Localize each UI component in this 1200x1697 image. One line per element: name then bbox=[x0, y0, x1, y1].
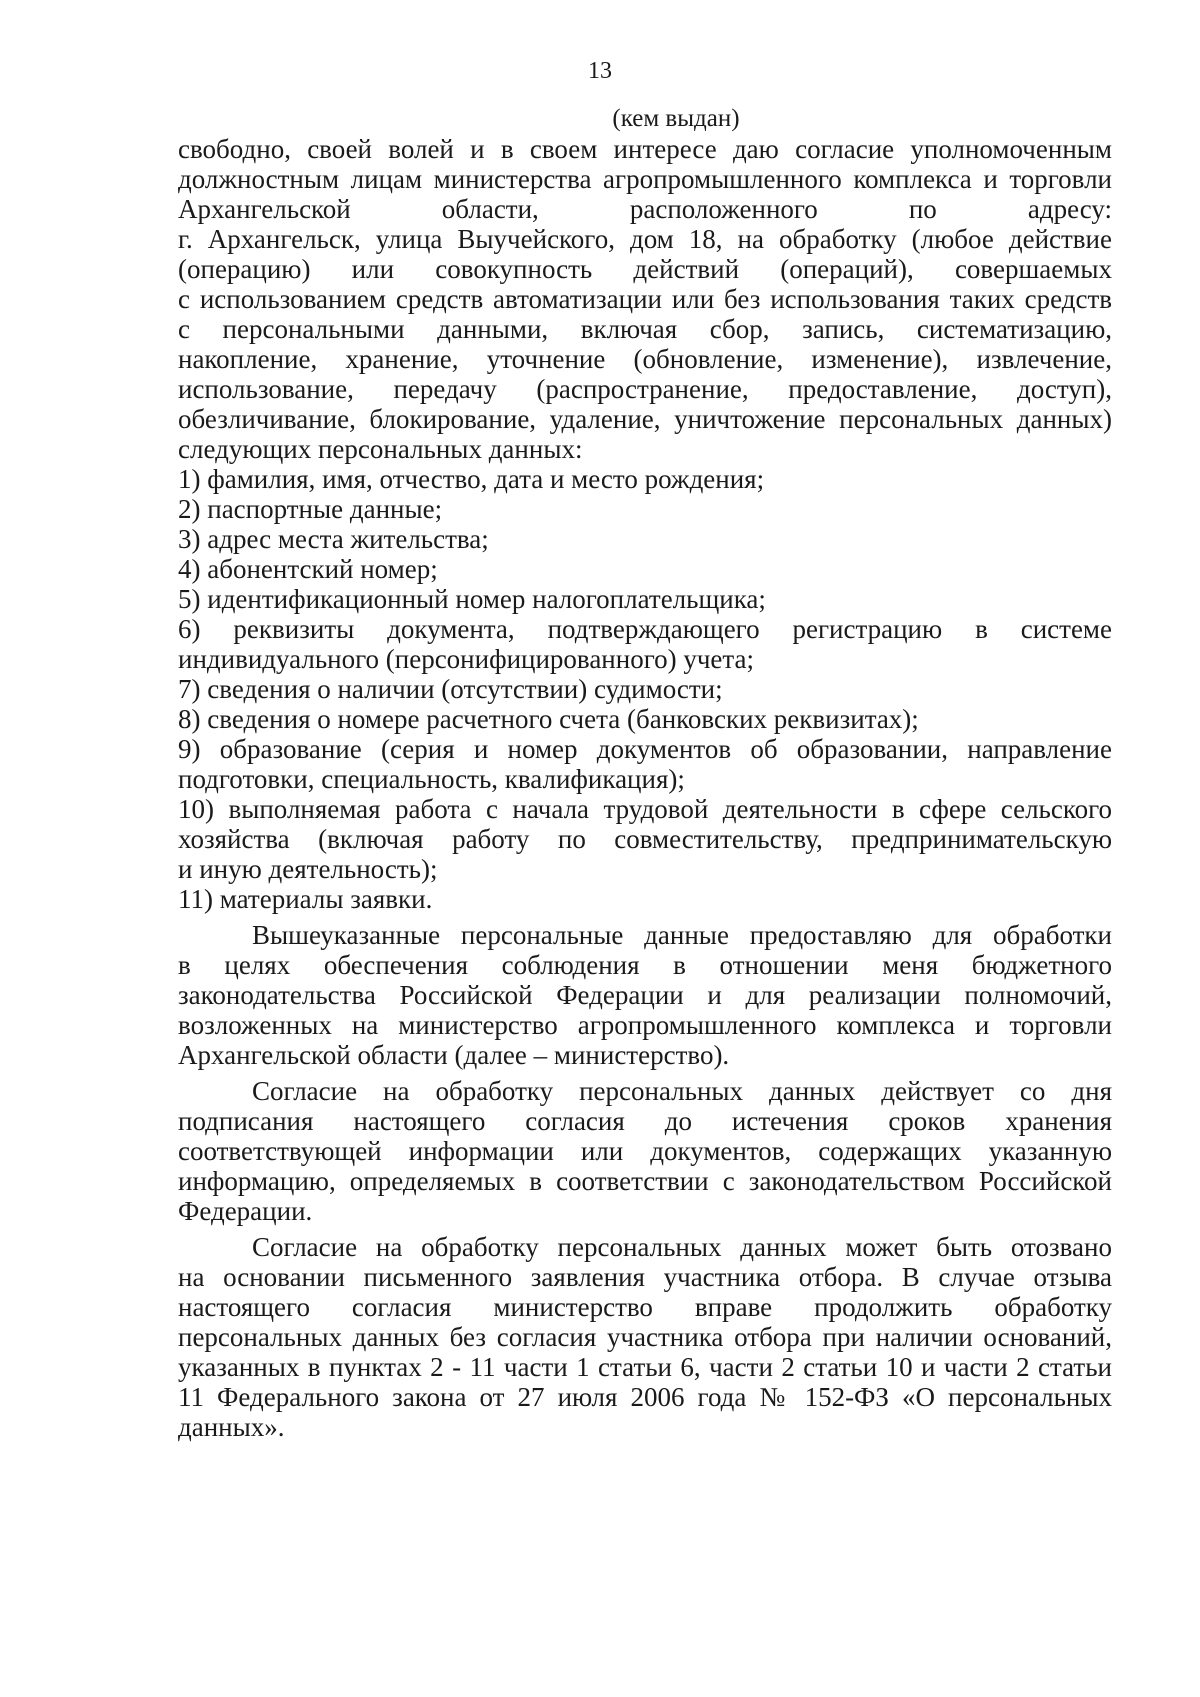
text-line: Согласие на обработку персональных данных действует со дня bbox=[252, 1076, 1112, 1106]
text-line: должностным лицам министерства агропромышленного комплекса и торговли bbox=[178, 164, 1112, 194]
text-line: информацию, определяемых в соответствии с законодательством Российской bbox=[178, 1166, 1112, 1196]
list-item-continued: и иную деятельность); bbox=[178, 854, 438, 884]
paragraph-withdrawal bbox=[178, 1232, 1112, 1442]
text-line: указанных в пунктах 2 - 11 части 1 статьи 6, части 2 статьи 10 и части 2 статьи bbox=[178, 1352, 1112, 1382]
text-line: обезличивание, блокирование, удаление, уничтожение персональных данных) bbox=[178, 404, 1112, 434]
list-item-continued: индивидуального (персонифицированного) учета; bbox=[178, 644, 755, 674]
text-line: в целях обеспечения соблюдения в отношении меня бюджетного bbox=[178, 950, 1112, 980]
document-body bbox=[178, 104, 1112, 1442]
list-item-continued: подготовки, специальность, квалификация); bbox=[178, 764, 685, 794]
text-line: Вышеуказанные персональные данные предоставляю для обработки bbox=[252, 920, 1112, 950]
text-line: с использованием средств автоматизации или без использования таких средств bbox=[178, 284, 1112, 314]
consent-statement bbox=[178, 134, 1112, 464]
text-line: подписания настоящего согласия до истечения сроков хранения bbox=[178, 1106, 1112, 1136]
text-line: 11 Федерального закона от 27 июля 2006 года № 152-ФЗ «О персональных bbox=[178, 1382, 1112, 1412]
text-line: с персональными данными, включая сбор, запись, систематизацию, bbox=[178, 314, 1112, 344]
text-line: настоящего согласия министерство вправе продолжить обработку bbox=[178, 1292, 1112, 1322]
list-item: 7) сведения о наличии (отсутствии) судимости; bbox=[178, 674, 723, 704]
text-line: (операцию) или совокупность действий (операций), совершаемых bbox=[178, 254, 1112, 284]
list-item: 2) паспортные данные; bbox=[178, 494, 443, 524]
list-item: 11) материалы заявки. bbox=[178, 884, 433, 914]
list-item: 5) идентификационный номер налогоплательщика; bbox=[178, 584, 766, 614]
list-item-continued: хозяйства (включая работу по совместительству, предпринимательскую bbox=[178, 824, 1112, 854]
text-line: на основании письменного заявления участника отбора. В случае отзыва bbox=[178, 1262, 1112, 1292]
text-line: Архангельской области (далее – министерство). bbox=[178, 1040, 730, 1070]
text-line: Архангельской области, расположенного по адресу: bbox=[178, 194, 1112, 224]
text-line: следующих персональных данных: bbox=[178, 434, 583, 464]
text-line: данных». bbox=[178, 1412, 285, 1442]
list-item: 1) фамилия, имя, отчество, дата и место рождения; bbox=[178, 464, 765, 494]
paragraph-purpose bbox=[178, 920, 1112, 1070]
paragraph-validity bbox=[178, 1076, 1112, 1226]
text-line: соответствующей информации или документов, содержащих указанную bbox=[178, 1136, 1112, 1166]
text-line: законодательства Российской Федерации и для реализации полномочий, bbox=[178, 980, 1112, 1010]
text-line: Федерации. bbox=[178, 1196, 313, 1226]
text-line: возложенных на министерство агропромышленного комплекса и торговли bbox=[178, 1010, 1112, 1040]
list-item: 3) адрес места жительства; bbox=[178, 524, 489, 554]
personal-data-list bbox=[178, 464, 1112, 914]
text-line: г. Архангельск, улица Выучейского, дом 18, на обработку (любое действие bbox=[178, 224, 1112, 254]
text-line: свободно, своей волей и в своем интересе даю согласие уполномоченным bbox=[178, 134, 1112, 164]
text-line: Согласие на обработку персональных данных может быть отозвано bbox=[252, 1232, 1112, 1262]
list-item: 6) реквизиты документа, подтверждающего регистрацию в системе bbox=[178, 614, 1112, 644]
list-item: 4) абонентский номер; bbox=[178, 554, 438, 584]
text-line: использование, передачу (распространение, предоставление, доступ), bbox=[178, 374, 1112, 404]
list-item: 10) выполняемая работа с начала трудовой деятельности в сфере сельского bbox=[178, 794, 1112, 824]
text-line: накопление, хранение, уточнение (обновление, изменение), извлечение, bbox=[178, 344, 1112, 374]
text-line: персональных данных без согласия участника отбора при наличии оснований, bbox=[178, 1322, 1112, 1352]
list-item: 9) образование (серия и номер документов об образовании, направление bbox=[178, 734, 1112, 764]
issued-by-label: (кем выдан) bbox=[612, 105, 740, 132]
list-item: 8) сведения о номере расчетного счета (банковских реквизитах); bbox=[178, 704, 919, 734]
page-number: 13 bbox=[588, 58, 612, 84]
